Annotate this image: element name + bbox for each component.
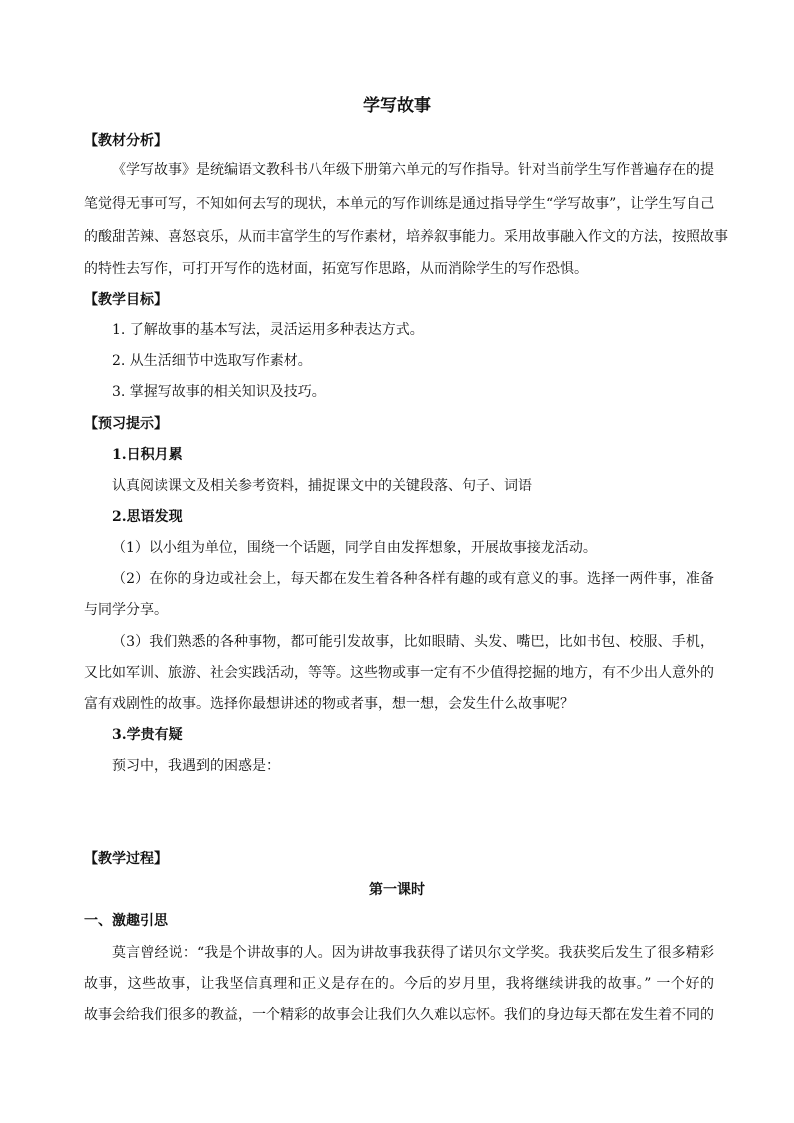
heading-goals: 【教学目标】 <box>84 292 168 308</box>
goal-item-1: 1. 了解故事的基本写法，灵活运用多种表达方式。 <box>112 322 424 338</box>
preview-item-3-line-1: （3）我们熟悉的各种事物，都可能引发故事，比如眼睛、头发、嘴巴，比如书包、校服、手机， <box>112 634 714 650</box>
heading-process: 【教学过程】 <box>84 851 168 867</box>
preview-subtitle-2: 2.思语发现 <box>112 509 183 525</box>
preview-item-3-line-3: 富有戏剧性的故事。选择你最想讲述的物或者事，想一想，会发生什么故事呢？ <box>84 696 574 712</box>
section-title: 一、激趣引思 <box>84 913 168 929</box>
heading-preview: 【预习提示】 <box>84 416 168 432</box>
preview-item-2-line-2: 与同学分享。 <box>84 602 168 618</box>
document-title: 学写故事 <box>363 96 431 116</box>
analysis-line-1: 《学写故事》是统编语文教科书八年级下册第六单元的写作指导。针对当前学生写作普遍存在的提 <box>112 162 714 178</box>
process-line-2: 故事，这些故事，让我坚信真理和正义是存在的。今后的岁月里，我将继续讲我的故事。” 一个好的 <box>84 976 714 992</box>
preview-subtitle-1: 1.日积月累 <box>112 447 183 463</box>
process-line-1: 莫言曾经说：“我是个讲故事的人。因为讲故事我获得了诺贝尔文学奖。我获奖后发生了很多精彩 <box>112 945 714 961</box>
preview-text-3: 预习中，我遇到的困惑是： <box>112 758 280 774</box>
analysis-line-3: 的酸甜苦辣、喜怒哀乐，从而丰富学生的写作素材，培养叙事能力。采用故事融入作文的方法，按照故事 <box>84 229 728 245</box>
preview-item-1: （1）以小组为单位，围绕一个话题，同学自由发挥想象，开展故事接龙活动。 <box>112 540 597 556</box>
lesson-title: 第一课时 <box>369 882 425 898</box>
heading-analysis: 【教材分析】 <box>84 133 168 149</box>
analysis-line-4: 的特性去写作，可打开写作的选材面，拓宽写作思路，从而消除学生的写作恐惧。 <box>84 261 588 277</box>
preview-text-1: 认真阅读课文及相关参考资料，捕捉课文中的关键段落、句子、词语 <box>112 478 532 494</box>
goal-item-2: 2. 从生活细节中选取写作素材。 <box>112 353 312 369</box>
preview-item-2-line-1: （2）在你的身边或社会上，每天都在发生着各种各样有趣的或有意义的事。选择一两件事，准备 <box>112 571 714 587</box>
process-line-3: 故事会给我们很多的教益，一个精彩的故事会让我们久久难以忘怀。我们的身边每天都在发生着不同的 <box>84 1007 714 1023</box>
preview-item-3-line-2: 又比如军训、旅游、社会实践活动，等等。这些物或事一定有不少值得挖掘的地方，有不少出人意外的 <box>84 665 714 681</box>
preview-subtitle-3: 3.学贵有疑 <box>112 727 183 743</box>
goal-item-3: 3. 掌握写故事的相关知识及技巧。 <box>112 384 326 400</box>
analysis-line-2: 笔觉得无事可写，不知如何去写的现状，本单元的写作训练是通过指导学生“学写故事”，让学生写自己 <box>84 196 715 212</box>
